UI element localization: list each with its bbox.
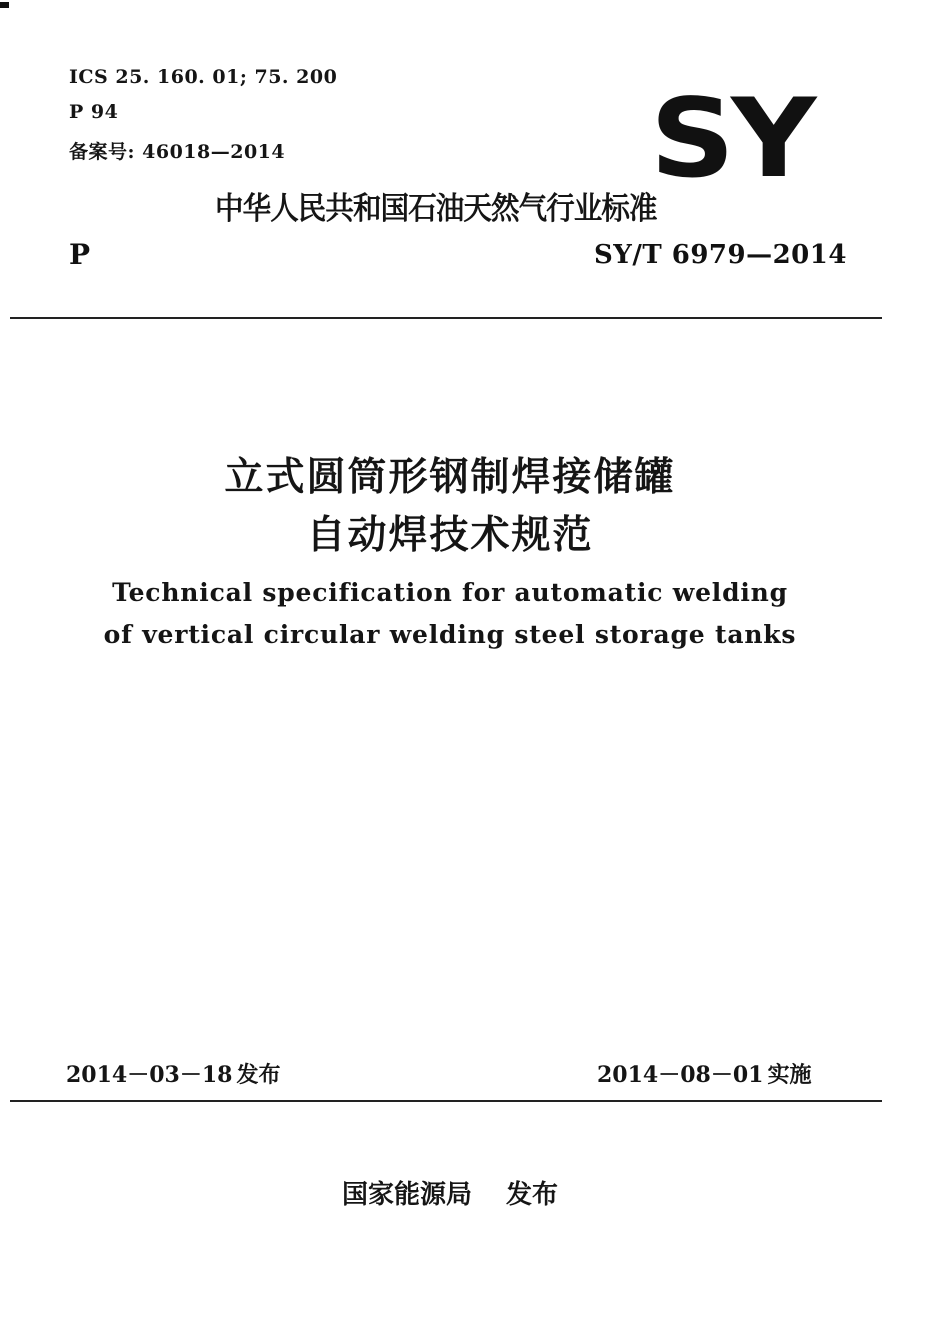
publisher-action: 发布 [506,1180,559,1210]
record-number: 备案号: 46018—2014 [69,141,286,163]
title-en-line-1: Technical specification for automatic welding [112,578,788,607]
publisher [0,1174,900,1211]
scan-mark [0,2,9,8]
title-cn-line-1: 立式圆筒形钢制焊接储罐 [224,455,676,500]
issue-date-value: 2014－03－18 [66,1062,233,1088]
implementation-date-label: 实施 [767,1063,812,1088]
publisher-name: 国家能源局 [341,1180,472,1210]
title-cn-line-2: 自动焊技术规范 [306,513,594,558]
category-letter: P [69,238,91,271]
industry-standard-heading: 中华人民共和国石油天然气行业标准 [215,191,657,227]
issue-date-label: 发布 [236,1063,281,1088]
sy-logo: SY [650,74,813,202]
standard-number: SY/T 6979—2014 [594,240,847,270]
implementation-date-value: 2014－08－01 [597,1062,764,1088]
classification-code: P 94 [69,101,119,123]
ics-code: ICS 25. 160. 01; 75. 200 [69,66,338,88]
implementation-date [597,1058,811,1089]
title-en-line-2: of vertical circular welding steel storage tanks [103,620,797,649]
top-divider [10,317,882,319]
issue-date [66,1058,280,1089]
bottom-divider [10,1100,882,1102]
